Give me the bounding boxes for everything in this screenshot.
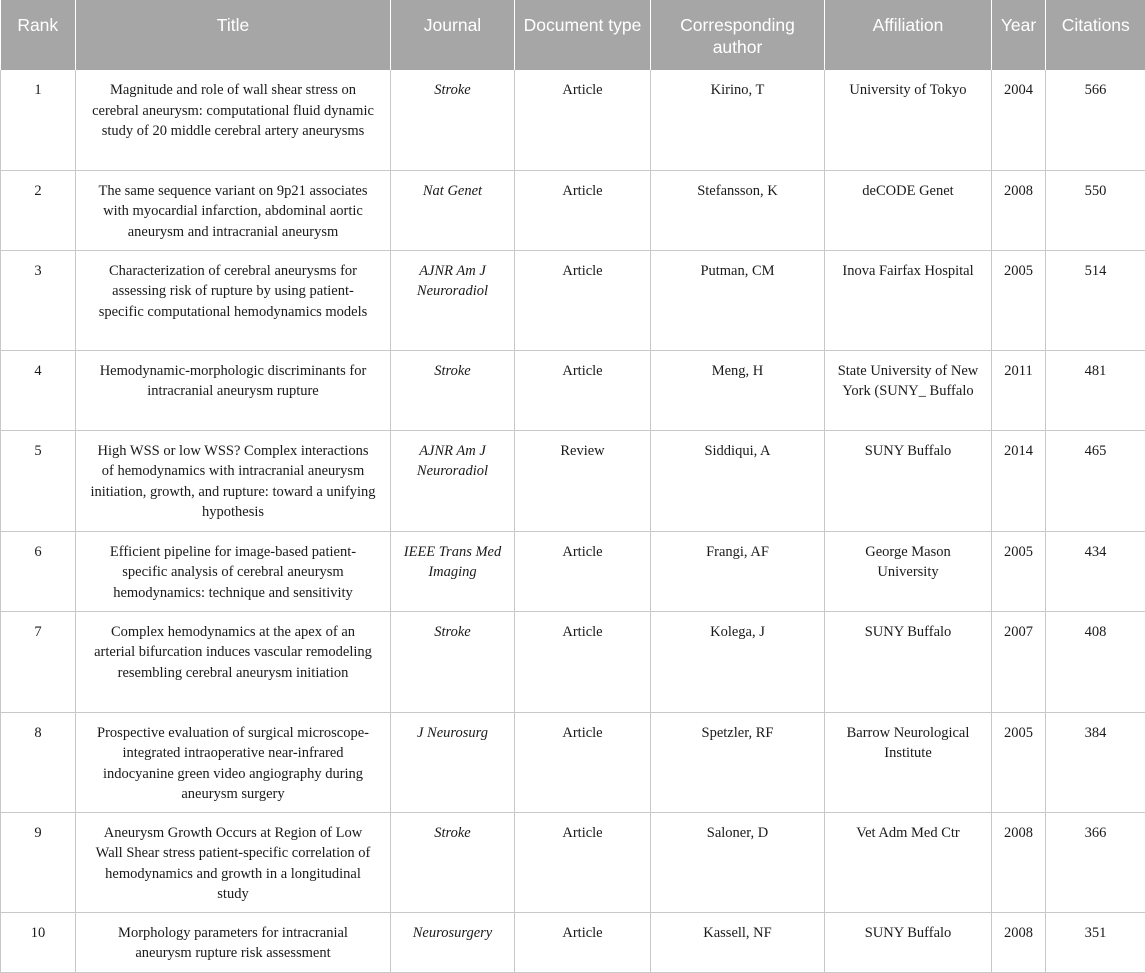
title-cell: Hemodynamic-morphologic discriminants for intracranial aneurysm rupture: [76, 350, 391, 430]
table-row: [1, 712, 1145, 812]
rank-cell: 4: [1, 350, 76, 430]
affiliation-cell: deCODE Genet: [825, 170, 992, 250]
title-cell: Complex hemodynamics at the apex of an arterial bifurcation induces vascular remodeling resembling cerebral aneurysm initiation: [76, 611, 391, 712]
author-cell: Kirino, T: [651, 70, 825, 170]
year-cell: 2014: [992, 430, 1046, 531]
header-rank: Rank: [1, 0, 76, 70]
table-row: [1, 350, 1145, 430]
title-cell: Morphology parameters for intracranial aneurysm rupture risk assessment: [76, 912, 391, 972]
rank-cell: 9: [1, 812, 76, 912]
rank-cell: 8: [1, 712, 76, 812]
title-cell: Efficient pipeline for image-based patient-specific analysis of cerebral aneurysm hemodynamics: technique and sensitivity: [76, 531, 391, 611]
table-row: [1, 812, 1145, 912]
author-cell: Frangi, AF: [651, 531, 825, 611]
doctype-cell: Article: [515, 912, 651, 972]
journal-cell: IEEE Trans Med Imaging: [391, 531, 515, 611]
year-cell: 2005: [992, 531, 1046, 611]
affiliation-cell: State University of New York (SUNY_ Buffalo: [825, 350, 992, 430]
citations-cell: 514: [1046, 250, 1145, 350]
year-cell: 2005: [992, 712, 1046, 812]
citations-cell: 351: [1046, 912, 1145, 972]
journal-cell: J Neurosurg: [391, 712, 515, 812]
table-row: [1, 912, 1145, 972]
title-cell: The same sequence variant on 9p21 associates with myocardial infarction, abdominal aortic aneurysm and intracranial aneurysm: [76, 170, 391, 250]
journal-cell: Nat Genet: [391, 170, 515, 250]
journal-cell: Stroke: [391, 812, 515, 912]
affiliation-cell: George Mason University: [825, 531, 992, 611]
rank-cell: 3: [1, 250, 76, 350]
rank-cell: 7: [1, 611, 76, 712]
author-cell: Putman, CM: [651, 250, 825, 350]
citations-cell: 566: [1046, 70, 1145, 170]
author-cell: Spetzler, RF: [651, 712, 825, 812]
doctype-cell: Article: [515, 250, 651, 350]
citations-cell: 550: [1046, 170, 1145, 250]
doctype-cell: Article: [515, 350, 651, 430]
title-cell: Prospective evaluation of surgical microscope-integrated intraoperative near-infrared indocyanine green video angiography during aneurysm surgery: [76, 712, 391, 812]
affiliation-cell: University of Tokyo: [825, 70, 992, 170]
year-cell: 2008: [992, 912, 1046, 972]
doctype-cell: Article: [515, 531, 651, 611]
year-cell: 2008: [992, 170, 1046, 250]
title-cell: High WSS or low WSS? Complex interactions of hemodynamics with intracranial aneurysm initiation, growth, and rupture: toward a unifying hypothesis: [76, 430, 391, 531]
year-cell: 2008: [992, 812, 1046, 912]
author-cell: Meng, H: [651, 350, 825, 430]
citations-cell: 384: [1046, 712, 1145, 812]
author-cell: Kassell, NF: [651, 912, 825, 972]
rank-cell: 5: [1, 430, 76, 531]
journal-cell: Stroke: [391, 350, 515, 430]
journal-cell: Stroke: [391, 611, 515, 712]
citations-cell: 366: [1046, 812, 1145, 912]
rank-cell: 2: [1, 170, 76, 250]
doctype-cell: Review: [515, 430, 651, 531]
affiliation-cell: SUNY Buffalo: [825, 611, 992, 712]
header-title: Title: [76, 0, 391, 70]
header-citations: Citations: [1046, 0, 1145, 70]
author-cell: Kolega, J: [651, 611, 825, 712]
journal-cell: AJNR Am J Neuroradiol: [391, 250, 515, 350]
journal-cell: Stroke: [391, 70, 515, 170]
affiliation-cell: Barrow Neurological Institute: [825, 712, 992, 812]
header-affiliation: Affiliation: [825, 0, 992, 70]
journal-cell: Neurosurgery: [391, 912, 515, 972]
citations-cell: 481: [1046, 350, 1145, 430]
title-cell: Characterization of cerebral aneurysms for assessing risk of rupture by using patient-specific computational hemodynamics models: [76, 250, 391, 350]
header-document-type: Document type: [515, 0, 651, 70]
author-cell: Saloner, D: [651, 812, 825, 912]
title-cell: Magnitude and role of wall shear stress on cerebral aneurysm: computational fluid dynamic study of 20 middle cerebral artery aneurysms: [76, 70, 391, 170]
journal-cell: AJNR Am J Neuroradiol: [391, 430, 515, 531]
table-row: [1, 250, 1145, 350]
author-cell: Siddiqui, A: [651, 430, 825, 531]
doctype-cell: Article: [515, 812, 651, 912]
table-row: [1, 170, 1145, 250]
author-cell: Stefansson, K: [651, 170, 825, 250]
table-row: [1, 611, 1145, 712]
affiliation-cell: SUNY Buffalo: [825, 912, 992, 972]
affiliation-cell: Vet Adm Med Ctr: [825, 812, 992, 912]
title-cell: Aneurysm Growth Occurs at Region of Low Wall Shear stress patient-specific correlation of hemodynamics and growth in a longitudinal study: [76, 812, 391, 912]
year-cell: 2011: [992, 350, 1046, 430]
rank-cell: 1: [1, 70, 76, 170]
doctype-cell: Article: [515, 170, 651, 250]
header-year: Year: [992, 0, 1046, 70]
rank-cell: 6: [1, 531, 76, 611]
doctype-cell: Article: [515, 611, 651, 712]
citations-cell: 434: [1046, 531, 1145, 611]
doctype-cell: Article: [515, 712, 651, 812]
affiliation-cell: SUNY Buffalo: [825, 430, 992, 531]
year-cell: 2005: [992, 250, 1046, 350]
citations-cell: 408: [1046, 611, 1145, 712]
header-row: [1, 0, 1145, 70]
rank-cell: 10: [1, 912, 76, 972]
year-cell: 2004: [992, 70, 1046, 170]
header-corresponding-author: Corresponding author: [651, 0, 825, 70]
doctype-cell: Article: [515, 70, 651, 170]
table-row: [1, 531, 1145, 611]
header-journal: Journal: [391, 0, 515, 70]
table-row: [1, 70, 1145, 170]
affiliation-cell: Inova Fairfax Hospital: [825, 250, 992, 350]
table-row: [1, 430, 1145, 531]
year-cell: 2007: [992, 611, 1046, 712]
citations-cell: 465: [1046, 430, 1145, 531]
